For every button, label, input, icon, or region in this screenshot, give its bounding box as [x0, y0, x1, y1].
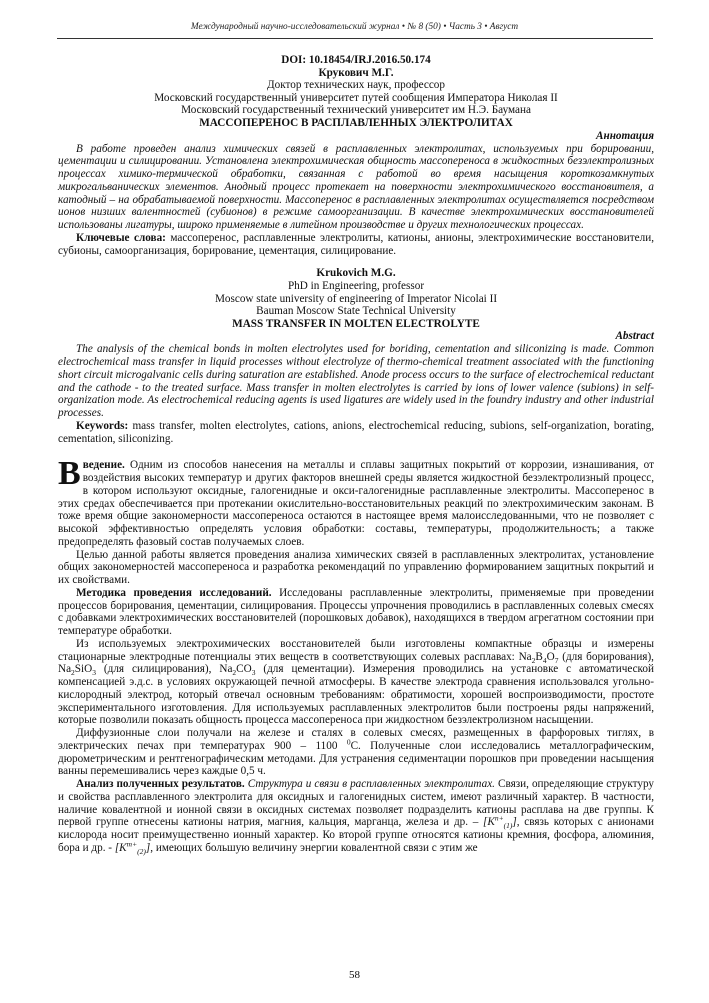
- author-en: Krukovich M.G.: [316, 267, 396, 280]
- author-ru: Крукович М.Г.: [318, 66, 394, 79]
- formula-part: ]: [145, 841, 151, 854]
- degree-superscript: 0: [346, 737, 351, 747]
- potentials-text-1: Из используемых электрохимических восстановителей были изготовлены компактные образцы и измерены стационарные электродные потенциалы этих веществ в соответствующих солевых расплавах:: [58, 637, 654, 663]
- keywords-label-ru: Ключевые слова:: [76, 231, 166, 244]
- formula-part: Na: [219, 663, 233, 676]
- paragraph-goal: Целью данной работы является проведения анализа химических связей в расплавленных электролитах, установление общих закономерностей массопереноса и разработка рекомендаций по управлению формированием защитных покрытий и их свойствами.: [58, 548, 654, 587]
- formula-part: Na: [58, 663, 72, 676]
- abstract-ru: В работе проведен анализ химических связей в расплавленных электролитах, используемых при борировании, цементации и силицировании. Установлена электрохимическая общность массопереноса в жидкостных безэлектролизных процессах химико-термической обработки, связанная с работой во время насыщения короткозамкнутых микрогальванических элементов. Анодный процесс протекает на поверхности электрохимического восстановителя, а катодный – на обрабатываемой поверхности. Массоперенос в расплавленных электролитах осуществляется посредством ионов низших валентностей (субионов) в режиме самоорганизации. В качестве электрохимических восстановителей использованы лигатуры, широко применяемые в литейном производстве и других технологических процессах.: [58, 142, 654, 232]
- paragraph-diffusion: [58, 727, 654, 778]
- results-text-1: Связи, определяющие структуру и свойства расплавленного электролита для оксидных и галогенидных систем, имеют различный характер. В частности, наличие ковалентной и ионной связи в оксидных системах позволяет подразделить катионы расплава на две группы. К первой группе отнесены катионы натрия, магния, кальция, марганца, железа и др. –: [58, 778, 654, 829]
- intro-text: Одним из способов нанесения на металлы и сплавы защитных покрытий от коррозии, изнашивания, от воздействия высоких температур и других факторов внешней среды является жидкостной безэлектролизный процесс, в котором используют оксидные, галогенидные и окси-галогенидные расплавленные электролиты. Массоперенос в этих средах обеспечивается при протекании окислительно-восстановительных реакций по электрохимическим законам. В тоже время общие закономерности массопереноса остаются в настоящее время малоисследованными, что не позволяет с высокой эффективностью определять условия обработки: составы, температуры, продолжительность; а также предопределять фазовый состав получаемых слоев.: [58, 459, 654, 548]
- formula-subscript: 2: [531, 655, 536, 665]
- keywords-ru: [58, 232, 654, 258]
- formula-subscript: (1): [503, 821, 513, 831]
- results-subheading: Структура и связи в расплавленных электролитах.: [244, 778, 495, 791]
- abstract-en: The analysis of the chemical bonds in molten electrolytes used for boriding, cementation and siliconizing is made. Common electrochemical mass transfer in liquid processes without electrolyze of thermo-chemical treatment associated with the functioning short circuit microgalvanic cells during saturation are established. Anode process occurs to the surface of electrochemical reductant and the cathode - to the treated surface. Mass transfer in molten electrolytes is carried by ions of lower valence (subions) in self-organization mode. As electrochemical reducing agents is used ligatures are widely used in the foundry industry and other industrial processes.: [58, 343, 654, 420]
- results-text-3: , имеющих большую величину энергии ковалентной связи с этим же: [150, 841, 478, 854]
- formula-part: Na: [518, 650, 532, 663]
- abstract-heading-en: Abstract: [615, 330, 654, 343]
- drop-cap: В: [58, 455, 81, 493]
- formula-part: SiO: [74, 663, 93, 676]
- formula-subscript: 3: [92, 668, 96, 678]
- keywords-label-en: Keywords:: [76, 419, 129, 432]
- results-text-2: , связь которых с анионами кислорода носит преимущественно ионный характер. Ко второй группе относятся катионы кремния, фосфора, алюминия, бора и др. -: [58, 816, 654, 854]
- formula-part: CO: [236, 663, 252, 676]
- article-page: [58, 54, 654, 855]
- keywords-text-en: mass transfer, molten electrolytes, cations, anions, electrochemical reducing, subions, self-organization, borating, cementation, siliconizing.: [58, 419, 655, 445]
- formula-part: O: [546, 650, 555, 663]
- potentials-text-3: (для силицирования),: [95, 663, 220, 676]
- method-text: Исследованы расплавленные электролиты, применяемые при проведении процессов борирования, цементации, силицирования. Процессы упрочнения проводились в расплавленных солевых смесях с добавками электрохимических восстановителей (порошковых добавок), находящихся в твердом агрегатном состоянии при температуре обработки.: [58, 586, 654, 638]
- formula-subscript: 7: [554, 655, 559, 665]
- affiliation-ru-1: Московский государственный университет путей сообщения Императора Николая II: [154, 91, 558, 104]
- degree-ru: Доктор технических наук, профессор: [267, 79, 445, 92]
- spacer: [58, 257, 654, 267]
- doi: DOI: 10.18454/IRJ.2016.50.174: [281, 54, 431, 66]
- formula-superscript: n+: [494, 813, 504, 823]
- formula-part: B: [535, 650, 543, 663]
- potentials-text-4: (для цементации). Измерения проводились на установке с автоматической компенсацией э.д.с. в условиях окружающей печной атмосферы. В качестве электрода сравнения использовался угольно-кислородный электрод, который отвечал основным требованиям: обратимости, хорошей воспроизводимости, простоте экспериментального изготовления. Для используемых расплавленных электролитов были построены ряды напряжений, которые позволили показать общность процесса массопереноса при жидкостном безэлектролизном насыщении.: [58, 663, 654, 727]
- formula-silicate: [58, 663, 96, 678]
- formula-subscript: 3: [251, 668, 256, 678]
- formula-subscript: 4: [542, 655, 547, 665]
- journal-header: Международный научно-исследовательский журнал • № 8 (50) • Часть 3 • Август: [190, 22, 519, 32]
- degree-en: PhD in Engineering, professor: [287, 279, 425, 292]
- keywords-text-ru: массоперенос, расплавленные электролиты, катионы, анионы, электрохимические восстановители, субионы, самоорганизация, борирование, цементация, силицирование.: [58, 231, 655, 257]
- formula-part: [K: [114, 841, 127, 854]
- paragraph-method: [58, 587, 654, 638]
- formula-carbonate: [219, 663, 256, 678]
- paragraph-potentials: [58, 638, 654, 727]
- spacer: [58, 445, 654, 459]
- formula-part: [K: [483, 816, 495, 829]
- formula-borax: [519, 651, 559, 663]
- potentials-text-2: (для борирования),: [558, 650, 654, 663]
- diffusion-text-1: Диффузионные слои получали на железе и сталях в солевых смесях, размещенных в фарфоровых тиглях, в электрических печах при температурах 900 – 1100: [58, 727, 654, 752]
- cation-group-2: [114, 839, 151, 857]
- affiliation-en-1: Moscow state university of engineering of Imperator Nicolai II: [214, 292, 498, 305]
- affiliation-ru-2: Московский государственный технический университет им Н.Э. Баумана: [181, 104, 531, 117]
- keywords-en: [58, 420, 654, 446]
- paragraph-results: [58, 778, 654, 855]
- affiliation-en-2: Bauman Moscow State Technical University: [256, 305, 456, 318]
- title-en: MASS TRANSFER IN MOLTEN ELECTROLYTE: [232, 317, 480, 330]
- header-rule: [57, 38, 653, 39]
- formula-subscript: (2): [137, 847, 146, 857]
- intro-heading: ведение.: [82, 459, 125, 472]
- cation-group-1: [483, 813, 517, 831]
- method-heading: Методика проведения исследований.: [76, 586, 272, 599]
- formula-subscript: 2: [71, 668, 75, 678]
- intro-paragraph: [58, 455, 654, 548]
- diffusion-text-2: С. Полученные слои исследовались металлографическим, дюрометрическим и рентгенографическим методами. Для устранения седиментации порошков при проведении насыщения ванны перемешивались через каждые 0,5 ч.: [58, 739, 654, 778]
- abstract-heading-ru: Аннотация: [596, 129, 654, 142]
- formula-subscript: 2: [232, 668, 237, 678]
- results-heading: Анализ полученных результатов.: [76, 778, 245, 791]
- formula-part: ]: [512, 816, 517, 829]
- page-number: 58: [349, 969, 360, 981]
- title-ru: МАССОПЕРЕНОС В РАСПЛАВЛЕННЫХ ЭЛЕКТРОЛИТАХ: [199, 116, 513, 129]
- formula-superscript: m+: [126, 839, 138, 849]
